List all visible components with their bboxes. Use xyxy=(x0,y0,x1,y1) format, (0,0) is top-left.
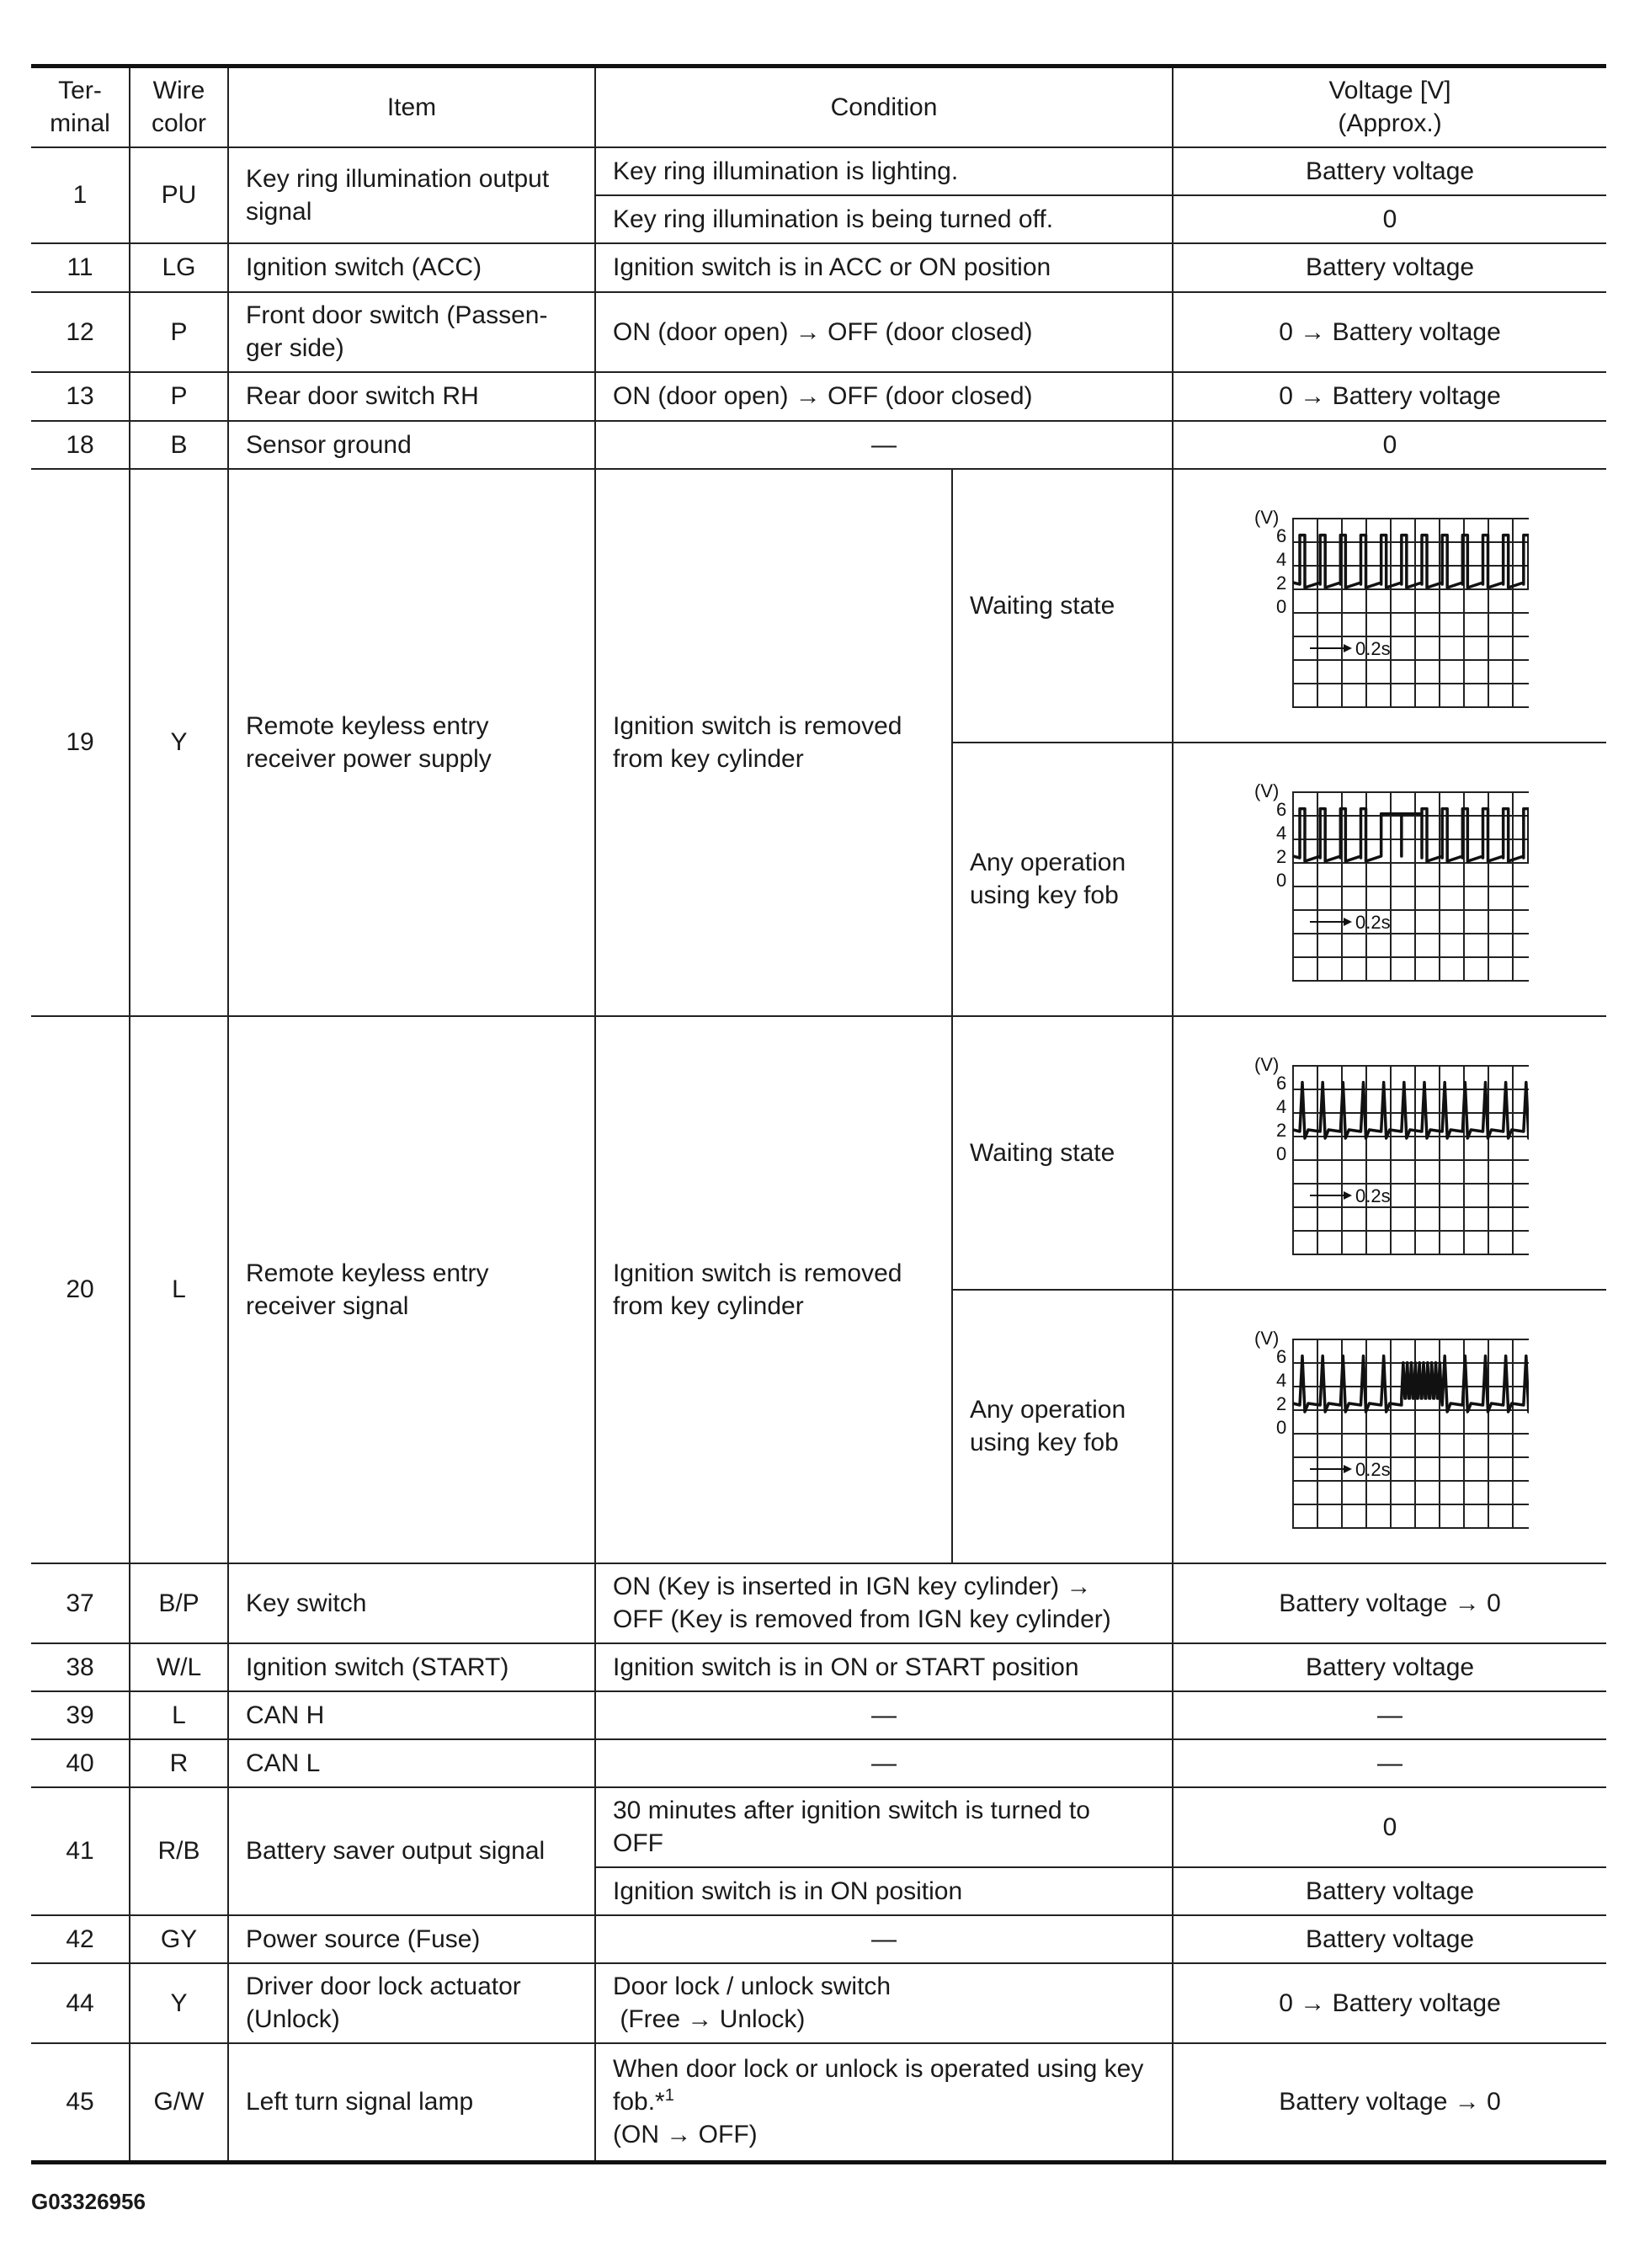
scope-trace xyxy=(1293,1356,1529,1412)
wire-color-cell: Y xyxy=(130,469,228,1016)
condition-cell: — xyxy=(595,1915,1173,1963)
waveform-20-keyfob xyxy=(1251,1321,1529,1531)
scope-time-marker xyxy=(1310,644,1352,652)
voltage-cell: Battery voltage → 0 xyxy=(1173,2043,1606,2163)
item-cell: Ignition switch (ACC) xyxy=(228,243,595,292)
sub-condition-cell: Waiting state xyxy=(952,1016,1173,1290)
scope-time-label: 0.2s xyxy=(1355,1185,1391,1206)
condition-cell: Ignition switch is removed from key cylinder xyxy=(595,1016,952,1563)
scope-tick-label: 4 xyxy=(1276,823,1287,844)
scope-tick-label: 4 xyxy=(1276,1370,1287,1391)
table-row xyxy=(31,469,1606,743)
scope-unit-label: (V) xyxy=(1254,507,1280,528)
voltage-cell: 0 xyxy=(1173,421,1606,469)
reference-code: G03326956 xyxy=(31,2189,146,2214)
wire-color-cell: Y xyxy=(130,1963,228,2043)
item-cell: CAN L xyxy=(228,1739,595,1787)
terminal-cell: 39 xyxy=(31,1691,130,1739)
scope-tick-label: 0 xyxy=(1276,1143,1287,1164)
terminal-cell: 18 xyxy=(31,421,130,469)
scope-unit-label: (V) xyxy=(1254,1054,1280,1075)
scope-tick-label: 0 xyxy=(1276,870,1287,891)
scope-unit-label: (V) xyxy=(1254,1328,1280,1349)
terminal-cell: 42 xyxy=(31,1915,130,1963)
voltage-cell: 0 xyxy=(1173,195,1606,243)
condition-cell: — xyxy=(595,421,1173,469)
table-row xyxy=(31,147,1606,195)
terminal-cell: 45 xyxy=(31,2043,130,2163)
scope-tick-label: 6 xyxy=(1276,1346,1287,1367)
header-condition: Condition xyxy=(595,67,1173,147)
condition-cell: Key ring illumination is being turned off. xyxy=(595,195,1173,243)
scope-tick-label: 0 xyxy=(1276,1417,1287,1438)
voltage-cell: Battery voltage xyxy=(1173,1867,1606,1915)
scope-tick-label: 6 xyxy=(1276,799,1287,820)
scope-tick-label: 2 xyxy=(1276,846,1287,867)
voltage-cell: Battery voltage xyxy=(1173,1643,1606,1691)
wire-color-cell: R xyxy=(130,1739,228,1787)
wire-color-cell: GY xyxy=(130,1915,228,1963)
scope-grid xyxy=(1293,792,1529,981)
condition-cell: ON (door open) → OFF (door closed) xyxy=(595,372,1173,421)
scope-trace xyxy=(1293,1083,1529,1138)
table-row xyxy=(31,1915,1606,1963)
table-row xyxy=(31,292,1606,372)
table-row xyxy=(31,2043,1606,2163)
condition-cell: Ignition switch is removed from key cylinder xyxy=(595,469,952,1016)
waveform-19-waiting xyxy=(1251,500,1529,711)
voltage-cell: 0 → Battery voltage xyxy=(1173,292,1606,372)
wire-color-cell: B/P xyxy=(130,1563,228,1643)
wire-color-cell: B xyxy=(130,421,228,469)
voltage-cell: Battery voltage xyxy=(1173,1915,1606,1963)
table-row xyxy=(31,1963,1606,2043)
header-terminal: Ter- minal xyxy=(31,67,130,147)
waveform-cell xyxy=(1173,1290,1606,1563)
item-cell: Battery saver output signal xyxy=(228,1787,595,1915)
scope-time-label: 0.2s xyxy=(1355,912,1391,933)
table-row xyxy=(31,421,1606,469)
wire-color-cell: LG xyxy=(130,243,228,292)
item-cell: CAN H xyxy=(228,1691,595,1739)
scope-tick-label: 2 xyxy=(1276,1393,1287,1414)
scope-time-label: 0.2s xyxy=(1355,1459,1391,1480)
voltage-cell: — xyxy=(1173,1739,1606,1787)
voltage-cell: 0 → Battery voltage xyxy=(1173,372,1606,421)
condition-cell: Ignition switch is in ACC or ON position xyxy=(595,243,1173,292)
scope-tick-label: 6 xyxy=(1276,1073,1287,1094)
scope-tick-label: 6 xyxy=(1276,525,1287,546)
table-row xyxy=(31,1016,1606,1290)
item-cell: Power source (Fuse) xyxy=(228,1915,595,1963)
wire-color-cell: PU xyxy=(130,147,228,243)
terminal-cell: 12 xyxy=(31,292,130,372)
terminal-cell: 11 xyxy=(31,243,130,292)
wire-color-cell: L xyxy=(130,1016,228,1563)
voltage-cell: 0 xyxy=(1173,1787,1606,1867)
waveform-cell xyxy=(1173,469,1606,743)
wire-color-cell: W/L xyxy=(130,1643,228,1691)
waveform-20-waiting xyxy=(1251,1047,1529,1258)
condition-cell: — xyxy=(595,1691,1173,1739)
terminal-cell: 40 xyxy=(31,1739,130,1787)
wire-color-cell: L xyxy=(130,1691,228,1739)
header-row xyxy=(31,67,1606,147)
voltage-cell: Battery voltage → 0 xyxy=(1173,1563,1606,1643)
terminal-cell: 38 xyxy=(31,1643,130,1691)
item-cell: Rear door switch RH xyxy=(228,372,595,421)
voltage-cell: Battery voltage xyxy=(1173,147,1606,195)
terminal-cell: 44 xyxy=(31,1963,130,2043)
footnote-marker: 1 xyxy=(664,2086,674,2106)
table-row xyxy=(31,372,1606,421)
table-row xyxy=(31,1739,1606,1787)
item-cell: Remote keyless entry receiver power supply xyxy=(228,469,595,1016)
scope-tick-label: 2 xyxy=(1276,1120,1287,1141)
voltage-cell: Battery voltage xyxy=(1173,243,1606,292)
waveform-cell xyxy=(1173,1016,1606,1290)
terminal-cell: 13 xyxy=(31,372,130,421)
item-cell: Left turn signal lamp xyxy=(228,2043,595,2163)
header-item: Item xyxy=(228,67,595,147)
scope-time-marker xyxy=(1310,918,1352,926)
condition-cell: Ignition switch is in ON or START position xyxy=(595,1643,1173,1691)
sub-condition-cell: Any operation using key fob xyxy=(952,743,1173,1016)
terminal-cell: 19 xyxy=(31,469,130,1016)
condition-cell xyxy=(595,2043,1173,2163)
condition-cell: 30 minutes after ignition switch is turned to OFF xyxy=(595,1787,1173,1867)
table-row xyxy=(31,1643,1606,1691)
terminal-cell: 1 xyxy=(31,147,130,243)
condition-cell: ON (Key is inserted in IGN key cylinder) → OFF (Key is removed from IGN key cylinder) xyxy=(595,1563,1173,1643)
waveform-cell xyxy=(1173,743,1606,1016)
terminal-cell: 41 xyxy=(31,1787,130,1915)
sub-condition-cell: Waiting state xyxy=(952,469,1173,743)
scope-time-marker xyxy=(1310,1465,1352,1473)
condition-cell: ON (door open) → OFF (door closed) xyxy=(595,292,1173,372)
item-cell: Sensor ground xyxy=(228,421,595,469)
condition-cell: — xyxy=(595,1739,1173,1787)
scope-tick-label: 2 xyxy=(1276,572,1287,594)
terminal-cell: 37 xyxy=(31,1563,130,1643)
header-wire-color: Wire color xyxy=(130,67,228,147)
wire-color-cell: G/W xyxy=(130,2043,228,2163)
item-cell: Driver door lock actuator (Unlock) xyxy=(228,1963,595,2043)
table-row xyxy=(31,1563,1606,1643)
voltage-cell: — xyxy=(1173,1691,1606,1739)
wire-color-cell: P xyxy=(130,372,228,421)
scope-tick-label: 4 xyxy=(1276,549,1287,570)
table-row xyxy=(31,243,1606,292)
waveform-19-keyfob xyxy=(1251,774,1529,984)
scope-tick-label: 0 xyxy=(1276,596,1287,617)
scope-tick-label: 4 xyxy=(1276,1096,1287,1117)
item-cell: Key switch xyxy=(228,1563,595,1643)
item-cell: Key ring illumination output signal xyxy=(228,147,595,243)
item-cell: Remote keyless entry receiver signal xyxy=(228,1016,595,1563)
condition-cell: Ignition switch is in ON position xyxy=(595,1867,1173,1915)
scope-grid xyxy=(1293,1066,1529,1254)
scope-unit-label: (V) xyxy=(1254,780,1280,801)
table-row xyxy=(31,1691,1606,1739)
scope-grid xyxy=(1293,519,1529,707)
table-row xyxy=(31,1787,1606,1867)
condition-cell: Door lock / unlock switch (Free → Unlock) xyxy=(595,1963,1173,2043)
terminal-voltage-table xyxy=(31,64,1606,2164)
terminal-table-sheet xyxy=(31,64,1606,2164)
voltage-cell: 0 → Battery voltage xyxy=(1173,1963,1606,2043)
wire-color-cell: P xyxy=(130,292,228,372)
scope-time-marker xyxy=(1310,1191,1352,1200)
item-cell: Front door switch (Passen- ger side) xyxy=(228,292,595,372)
header-voltage: Voltage [V] (Approx.) xyxy=(1173,67,1606,147)
condition-text: When door lock or unlock is operated using key fob.* xyxy=(613,2055,1144,2116)
item-cell: Ignition switch (START) xyxy=(228,1643,595,1691)
condition-text: (ON → OFF) xyxy=(613,2121,758,2149)
terminal-cell: 20 xyxy=(31,1016,130,1563)
wire-color-cell: R/B xyxy=(130,1787,228,1915)
condition-cell: Key ring illumination is lighting. xyxy=(595,147,1173,195)
scope-time-label: 0.2s xyxy=(1355,638,1391,659)
sub-condition-cell: Any operation using key fob xyxy=(952,1290,1173,1563)
